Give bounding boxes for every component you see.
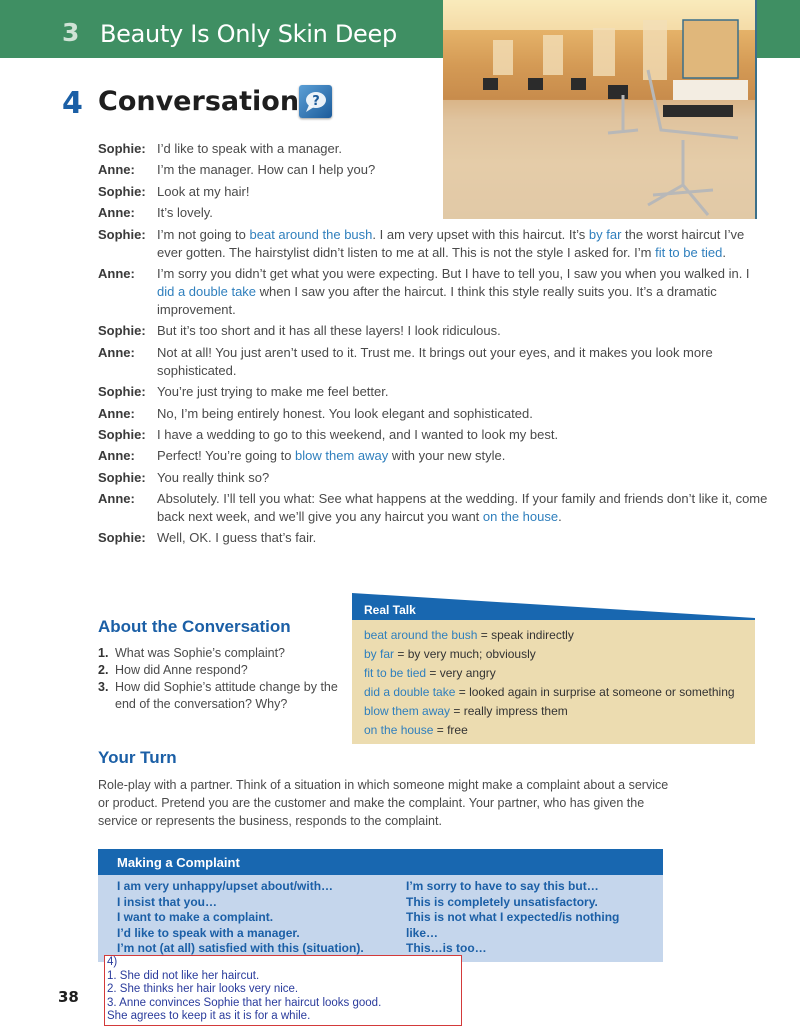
complaint-phrase: I’d like to speak with a manager.	[117, 925, 300, 940]
section-number: 4	[62, 86, 83, 121]
question-item	[98, 645, 348, 662]
speech-text	[157, 344, 768, 380]
speech-fragment: It’s lovely.	[157, 205, 213, 221]
real-talk-label: Real Talk	[364, 603, 416, 617]
speech-fragment: Not at all! You just aren’t used to it. Trust me. It brings out your eyes, and it makes you look more sophisticated.	[157, 344, 713, 378]
idiom-term: blow them away	[364, 704, 451, 718]
speech-text	[157, 426, 768, 444]
question-number: 2.	[98, 663, 109, 677]
idiom-meaning: = really impress them	[450, 704, 568, 718]
real-talk-entry	[364, 721, 743, 740]
speech-text	[157, 490, 768, 526]
speaker-name: Anne:	[98, 265, 135, 281]
speaker-name: Sophie:	[98, 141, 146, 156]
answer-line: 1. She did not like her haircut.	[107, 969, 260, 982]
speaker-name: Sophie:	[98, 384, 146, 400]
complaint-phrase: I’m sorry to have to say this but…	[406, 879, 599, 893]
speaker-name: Sophie:	[98, 530, 146, 546]
idiom-highlight: beat around the bush	[249, 226, 373, 242]
speech-fragment: with your new style.	[388, 448, 506, 464]
speaker-name: Anne:	[98, 162, 135, 178]
idiom-term: by far	[364, 647, 395, 661]
dialogue-line	[98, 140, 768, 158]
idiom-meaning: = speak indirectly	[477, 628, 574, 642]
real-talk-entries	[352, 620, 755, 744]
speech-fragment: You really think so?	[157, 469, 270, 485]
speaker-name: Sophie:	[98, 226, 146, 242]
speech-fragment: I’m not going to	[157, 226, 250, 242]
answer-line: 4)	[107, 956, 118, 968]
question-text: How did Sophie’s attitude change by the end of the conversation? Why?	[115, 680, 338, 711]
speech-fragment: I have a wedding to go to this weekend, and I wanted to look my best.	[157, 426, 559, 442]
speaker-name: Anne:	[98, 344, 135, 360]
dialogue-line	[98, 490, 768, 526]
speech-fragment: .	[722, 244, 726, 260]
dialogue-line	[98, 322, 768, 340]
speaker-name: Anne:	[98, 405, 135, 421]
speaker-name: Anne:	[98, 448, 135, 464]
page-number: 38	[58, 988, 79, 1006]
dialogue-line	[98, 344, 768, 380]
answer-annotation-box[interactable]	[104, 955, 462, 1026]
making-complaint-header: Making a Complaint	[98, 849, 663, 875]
idiom-term: beat around the bush	[364, 628, 478, 642]
complaint-phrase: I want to make a complaint.	[117, 910, 274, 924]
idiom-term: fit to be tied	[364, 666, 427, 680]
idiom-meaning: = looked again in surprise at someone or something	[455, 685, 735, 699]
dialogue-line	[98, 183, 768, 201]
complaint-phrases-column-b	[406, 879, 644, 957]
dialogue-line	[98, 426, 768, 444]
answer-line: She agrees to keep it as it is for a while.	[107, 1010, 311, 1023]
idiom-meaning: = by very much; obviously	[394, 647, 536, 661]
idiom-term: on the house	[364, 723, 434, 737]
dialogue-line	[98, 204, 768, 222]
your-turn-heading: Your Turn	[98, 748, 177, 767]
speaker-name: Anne:	[98, 205, 135, 221]
dialogue-line	[98, 529, 768, 547]
complaint-phrase: This is completely unsatisfactory.	[406, 894, 598, 909]
question-number: 1.	[98, 646, 109, 660]
dialogue-line	[98, 469, 768, 487]
complaint-phrase: I insist that you…	[117, 894, 218, 909]
conversation-dialogue	[98, 140, 768, 551]
real-talk-entry	[364, 645, 743, 664]
idiom-highlight: blow them away	[295, 448, 389, 464]
speaker-name: Sophie:	[98, 323, 146, 339]
complaint-phrases-column-a	[117, 879, 406, 957]
idiom-highlight: did a double take	[157, 283, 257, 299]
speech-fragment: But it’s too short and it has all these layers! I look ridiculous.	[157, 323, 501, 339]
speech-fragment: Perfect! You’re going to	[157, 448, 296, 464]
speech-fragment: I’d like to speak with a manager.	[157, 141, 342, 156]
speech-fragment: Absolutely. I’ll tell you what: See what happens at the wedding. If your family and friends don’t like it, come back next week, and we’ll give you any haircut you want	[157, 491, 768, 525]
speech-text	[157, 204, 768, 222]
speech-text	[157, 226, 768, 262]
speech-text	[157, 469, 768, 487]
speech-text	[157, 322, 768, 340]
answer-line: 2. She thinks her hair looks very nice.	[107, 983, 299, 996]
idiom-meaning: = very angry	[426, 666, 496, 680]
unit-title: Beauty Is Only Skin Deep	[100, 20, 397, 48]
answer-line: 3. Anne convinces Sophie that her haircut looks good.	[107, 996, 382, 1009]
idiom-term: did a double take	[364, 685, 456, 699]
dialogue-line	[98, 161, 768, 179]
about-questions	[98, 645, 348, 713]
speech-fragment: No, I’m being entirely honest. You look elegant and sophisticated.	[157, 405, 533, 421]
real-talk-entry	[364, 626, 743, 645]
complaint-phrase: This is not what I expected/is nothing like…	[406, 910, 620, 940]
speech-text	[157, 383, 768, 401]
complaint-phrase: I am very unhappy/upset about/with…	[117, 879, 334, 893]
real-talk-entry	[364, 664, 743, 683]
speech-text	[157, 405, 768, 423]
svg-text:?: ?	[312, 94, 320, 109]
speech-text	[157, 265, 768, 319]
dialogue-line	[98, 226, 768, 262]
question-text: What was Sophie’s complaint?	[115, 646, 285, 660]
speaker-name: Sophie:	[98, 426, 146, 442]
question-chat-icon[interactable]	[299, 85, 332, 118]
section-title: Conversation	[98, 86, 300, 117]
speech-text	[157, 183, 768, 201]
speech-text	[157, 447, 768, 465]
speech-fragment: the worst haircut I’ve ever gotten. The hairstylist didn’t listen to me at all. This is not the style I asked for. I’m	[157, 226, 745, 260]
complaint-phrase: I’m not (at all) satisfied with this (situation).	[117, 941, 364, 955]
making-complaint-box	[98, 849, 663, 962]
speech-text	[157, 161, 768, 179]
dialogue-line	[98, 405, 768, 423]
unit-number: 3	[62, 18, 80, 47]
speaker-name: Anne:	[98, 491, 135, 507]
real-talk-entry	[364, 702, 743, 721]
speech-fragment: You’re just trying to make me feel better.	[157, 384, 389, 400]
real-talk-box	[352, 593, 755, 744]
idiom-meaning: = free	[433, 723, 468, 737]
idiom-highlight: on the house	[482, 509, 559, 525]
speaker-name: Sophie:	[98, 183, 146, 199]
idiom-highlight: fit to be tied	[655, 244, 723, 260]
speech-text	[157, 529, 768, 547]
real-talk-entry	[364, 683, 743, 702]
speech-text	[157, 140, 768, 158]
speech-fragment: Well, OK. I guess that’s fair.	[157, 530, 317, 546]
speaker-name: Sophie:	[98, 469, 146, 485]
complaint-phrase: This…is too…	[406, 941, 487, 955]
question-text: How did Anne respond?	[115, 663, 248, 677]
dialogue-line	[98, 383, 768, 401]
speech-fragment: . I am very upset with this haircut. It’s	[372, 226, 589, 242]
your-turn-instructions: Role-play with a partner. Think of a situation in which someone might make a complaint about a service or product. Pretend you are the customer and make the complaint. Your partner, who has given the service or represents the business, responds to the complaint.	[98, 778, 669, 828]
dialogue-line	[98, 447, 768, 465]
idiom-highlight: by far	[588, 226, 622, 242]
speech-fragment: .	[558, 509, 562, 525]
speech-fragment: when I saw you after the haircut. I think this style really suits you. It’s a dramatic improvement.	[157, 283, 717, 317]
speech-fragment: Look at my hair!	[157, 183, 250, 199]
dialogue-line	[98, 265, 768, 319]
speech-fragment: I’m sorry you didn’t get what you were expecting. But I have to tell you, I saw you when you walked in. I	[157, 265, 750, 281]
about-heading: About the Conversation	[98, 617, 291, 636]
question-item	[98, 662, 348, 679]
speech-fragment: I’m the manager. How can I help you?	[157, 162, 376, 178]
question-number: 3.	[98, 680, 109, 694]
question-item	[98, 679, 348, 713]
